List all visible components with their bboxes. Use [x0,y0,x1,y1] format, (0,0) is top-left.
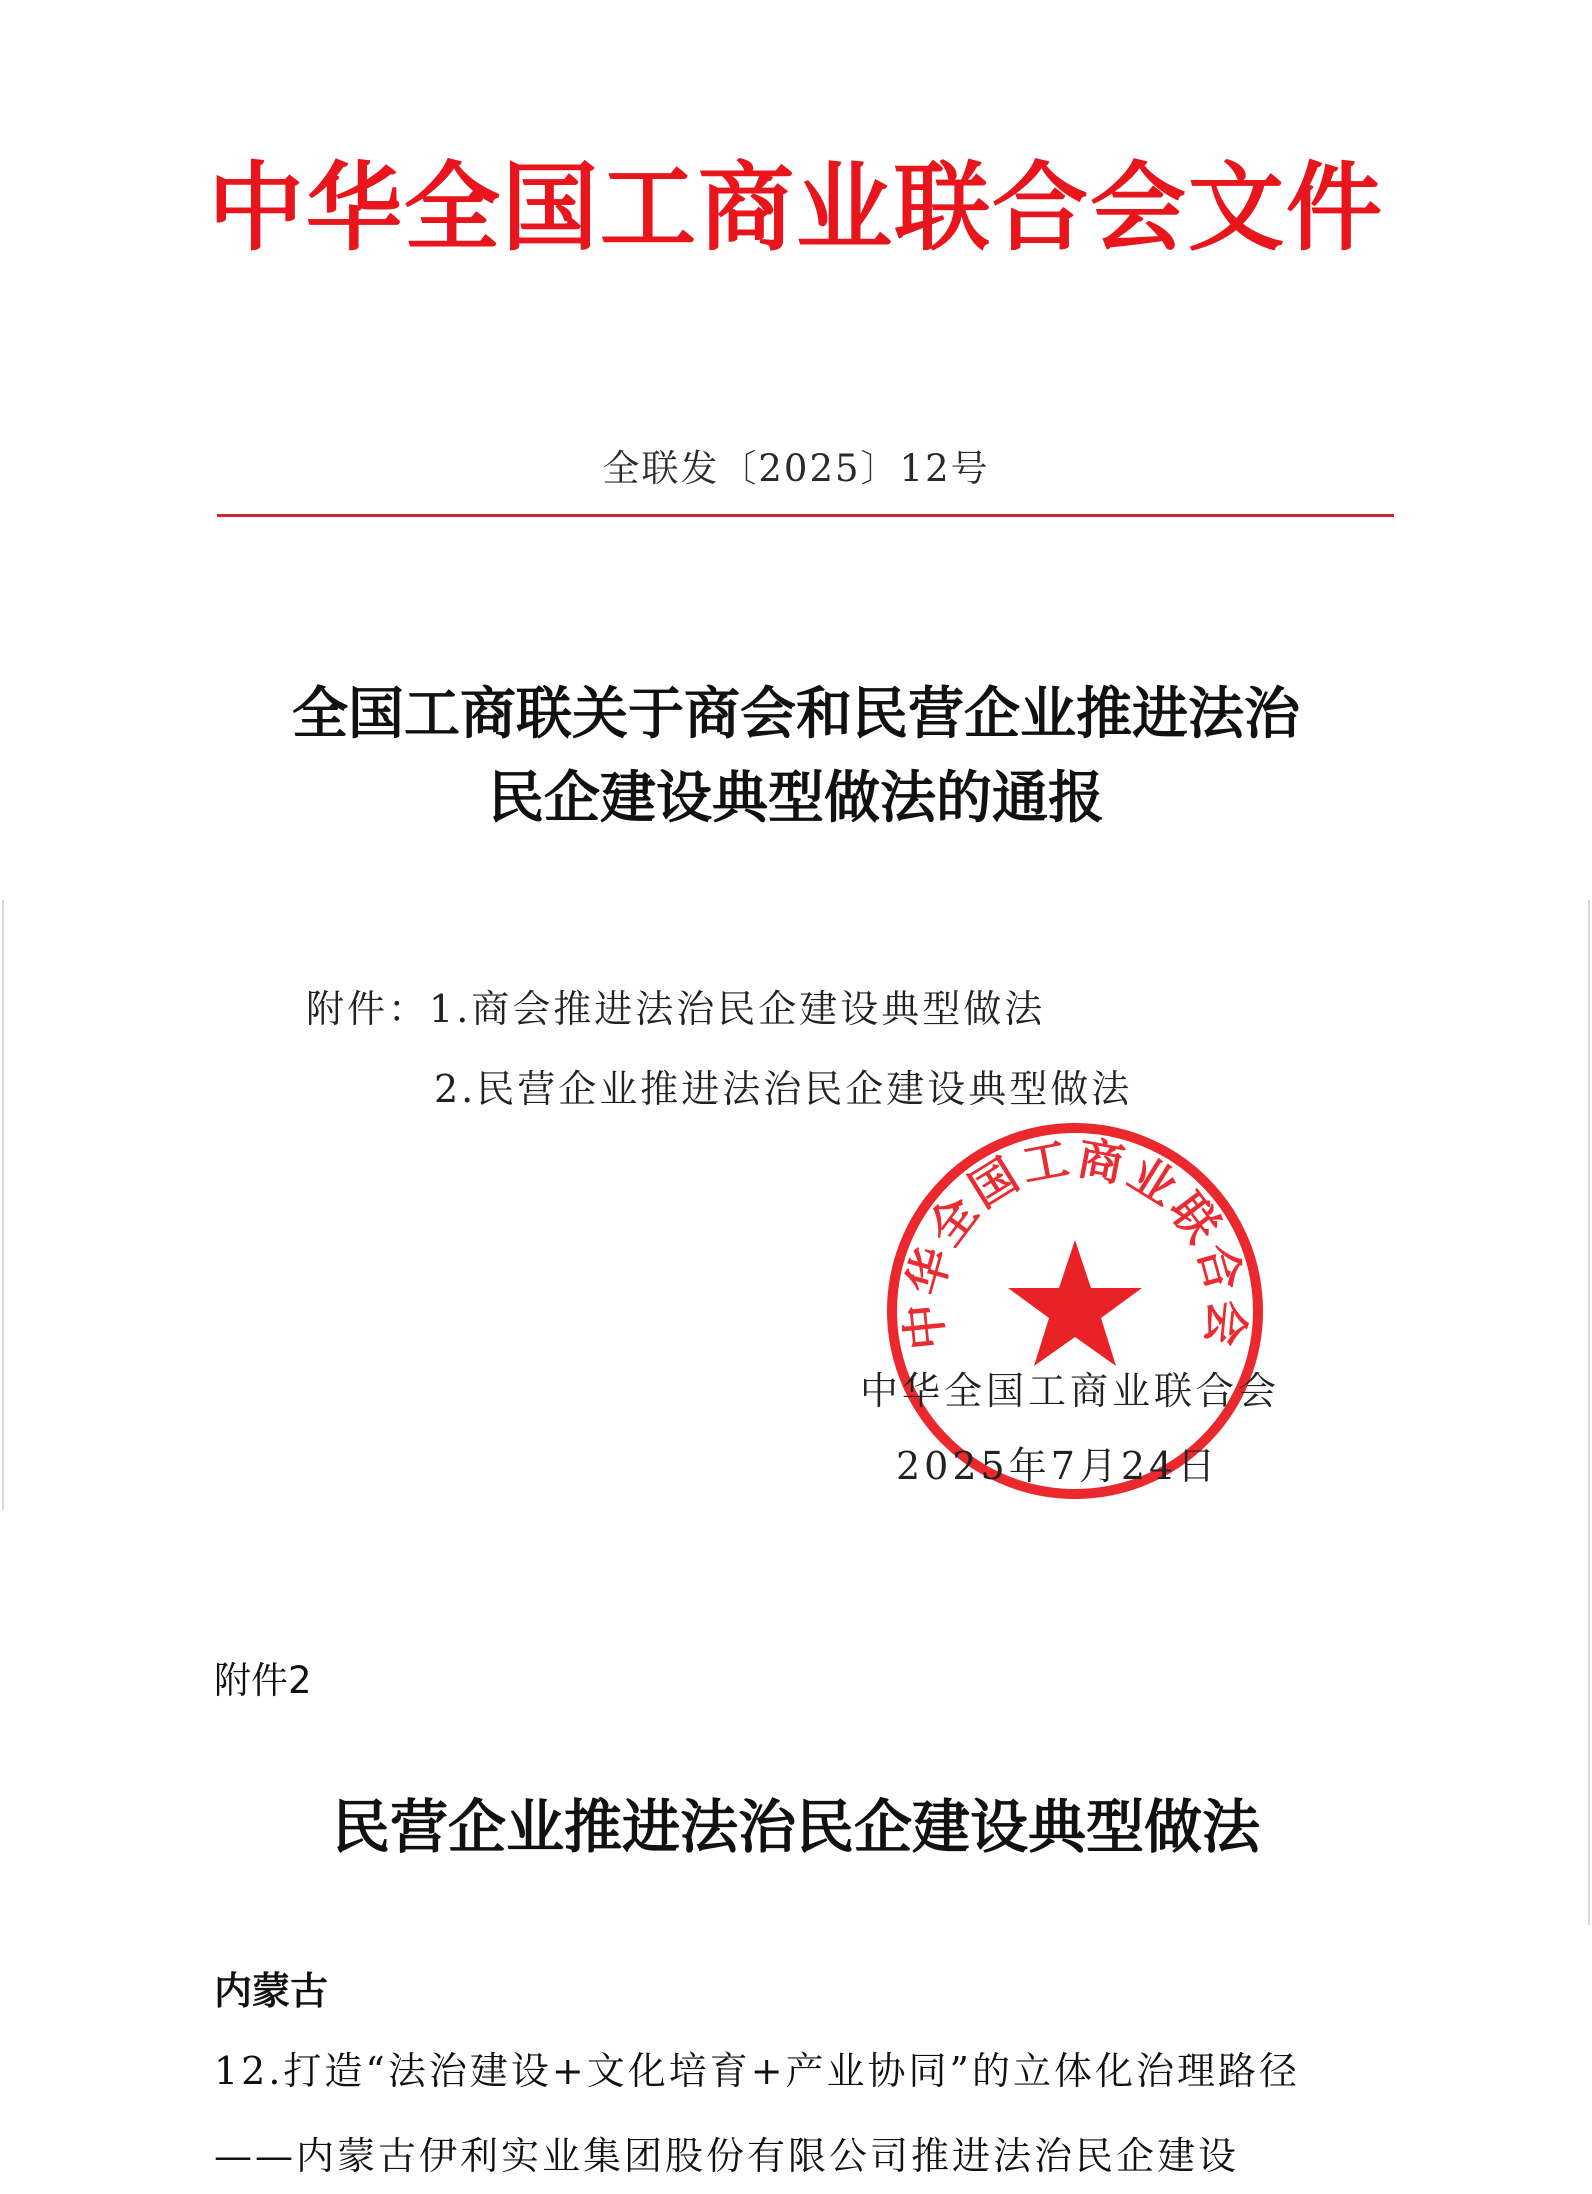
document-number: 全联发〔2025〕12号 [602,447,990,490]
attachments-lead: 附件： [306,987,430,1031]
signing-date: 2025年7月24日 [896,1444,1220,1488]
attachments-line-1 [306,978,1045,1033]
attachment-item-2: 2.民营企业推进法治民企建设典型做法 [434,1067,1133,1111]
case-item-title: 12.打造“法治建设+文化培育+产业协同”的立体化治理路径 [214,2049,1300,2093]
annex-title: 民营企业推进法治民企建设典型做法 [331,1793,1260,1861]
page-edge-right [1588,900,1590,1925]
page-edge-left [2,900,4,1510]
attachment-item-1: 1.商会推进法治民企建设典型做法 [429,987,1046,1031]
notice-title-line-1: 全国工商联关于商会和民营企业推进法治 [292,681,1300,747]
case-item-subtitle: ——内蒙古伊利实业集团股份有限公司推进法治民企建设 [214,2134,1240,2178]
seal-text: 中华全国工商业联合会 [895,1130,1255,1353]
notice-title-line-2: 民企建设典型做法的通报 [488,765,1104,831]
annex-label: 附件2 [214,1659,312,1702]
red-divider-line [217,514,1394,517]
notice-title [0,672,1592,840]
signing-organization: 中华全国工商业联合会 [860,1369,1281,1413]
region-heading: 内蒙古 [214,1969,329,2013]
attachments-line-2 [434,1058,1132,1113]
document-header-title: 中华全国工商业联合会文件 [208,151,1384,264]
